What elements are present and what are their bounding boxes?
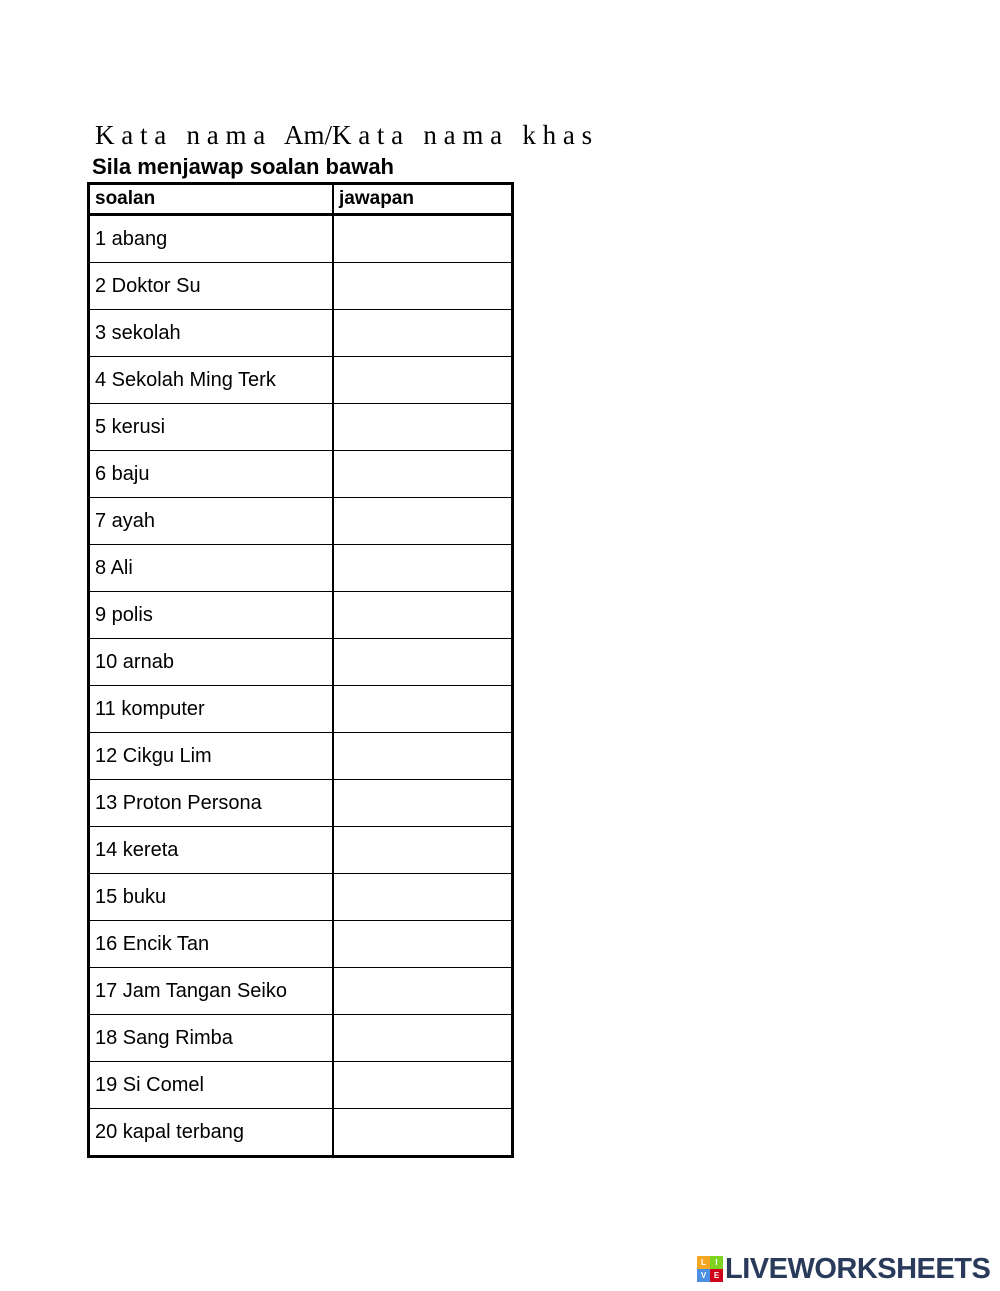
- question-cell: 6 baju: [89, 451, 334, 498]
- question-cell: 18 Sang Rimba: [89, 1015, 334, 1062]
- question-cell: 14 kereta: [89, 827, 334, 874]
- table-row: [89, 827, 513, 874]
- answer-cell[interactable]: [333, 1062, 513, 1109]
- table-row: [89, 592, 513, 639]
- answer-cell[interactable]: [333, 968, 513, 1015]
- answer-cell[interactable]: [333, 310, 513, 357]
- question-cell: 15 buku: [89, 874, 334, 921]
- question-cell: 5 kerusi: [89, 404, 334, 451]
- logo-mark-letter: I: [710, 1256, 723, 1269]
- table-row: [89, 310, 513, 357]
- table-row: [89, 1062, 513, 1109]
- question-cell: 19 Si Comel: [89, 1062, 334, 1109]
- answer-cell[interactable]: [333, 545, 513, 592]
- table-row: [89, 263, 513, 310]
- answer-cell[interactable]: [333, 592, 513, 639]
- answer-cell[interactable]: [333, 733, 513, 780]
- table-row: [89, 639, 513, 686]
- answer-cell[interactable]: [333, 215, 513, 263]
- table-row: [89, 968, 513, 1015]
- question-cell: 17 Jam Tangan Seiko: [89, 968, 334, 1015]
- table-row: [89, 357, 513, 404]
- question-cell: 2 Doktor Su: [89, 263, 334, 310]
- table-row: [89, 215, 513, 263]
- logo-mark-letter: E: [710, 1269, 723, 1282]
- table-row: [89, 874, 513, 921]
- answer-cell[interactable]: [333, 780, 513, 827]
- table-row: [89, 780, 513, 827]
- question-cell: 16 Encik Tan: [89, 921, 334, 968]
- answer-cell[interactable]: [333, 263, 513, 310]
- logo-mark-letter: L: [697, 1256, 710, 1269]
- answer-cell[interactable]: [333, 827, 513, 874]
- answer-cell[interactable]: [333, 639, 513, 686]
- table-row: [89, 1015, 513, 1062]
- liveworksheets-logo: [697, 1254, 990, 1284]
- logo-mark-letter: V: [697, 1269, 710, 1282]
- header-soalan: soalan: [89, 184, 334, 215]
- question-cell: 20 kapal terbang: [89, 1109, 334, 1157]
- table-row: [89, 404, 513, 451]
- question-cell: 13 Proton Persona: [89, 780, 334, 827]
- question-cell: 1 abang: [89, 215, 334, 263]
- answer-cell[interactable]: [333, 498, 513, 545]
- page-title: K a t a n a m a Am/K a t a n a m a k h a s: [95, 120, 593, 150]
- answer-cell[interactable]: [333, 686, 513, 733]
- question-table: [87, 182, 514, 1158]
- answer-cell[interactable]: [333, 921, 513, 968]
- instruction-text: Sila menjawap soalan bawah: [92, 154, 394, 179]
- answer-cell[interactable]: [333, 874, 513, 921]
- table-row: [89, 686, 513, 733]
- question-cell: 11 komputer: [89, 686, 334, 733]
- table-row: [89, 1109, 513, 1157]
- table-header-row: [89, 184, 513, 215]
- answer-cell[interactable]: [333, 1109, 513, 1157]
- question-cell: 10 arnab: [89, 639, 334, 686]
- table-row: [89, 451, 513, 498]
- header-jawapan: jawapan: [333, 184, 513, 215]
- question-cell: 12 Cikgu Lim: [89, 733, 334, 780]
- table-row: [89, 921, 513, 968]
- table-row: [89, 545, 513, 592]
- question-cell: 7 ayah: [89, 498, 334, 545]
- answer-cell[interactable]: [333, 404, 513, 451]
- question-cell: 9 polis: [89, 592, 334, 639]
- question-cell: 3 sekolah: [89, 310, 334, 357]
- logo-mark-icon: [697, 1256, 723, 1282]
- answer-cell[interactable]: [333, 451, 513, 498]
- answer-cell[interactable]: [333, 1015, 513, 1062]
- answer-cell[interactable]: [333, 357, 513, 404]
- question-cell: 8 Ali: [89, 545, 334, 592]
- table-row: [89, 733, 513, 780]
- logo-text: LIVEWORKSHEETS: [725, 1253, 991, 1285]
- question-cell: 4 Sekolah Ming Terk: [89, 357, 334, 404]
- table-row: [89, 498, 513, 545]
